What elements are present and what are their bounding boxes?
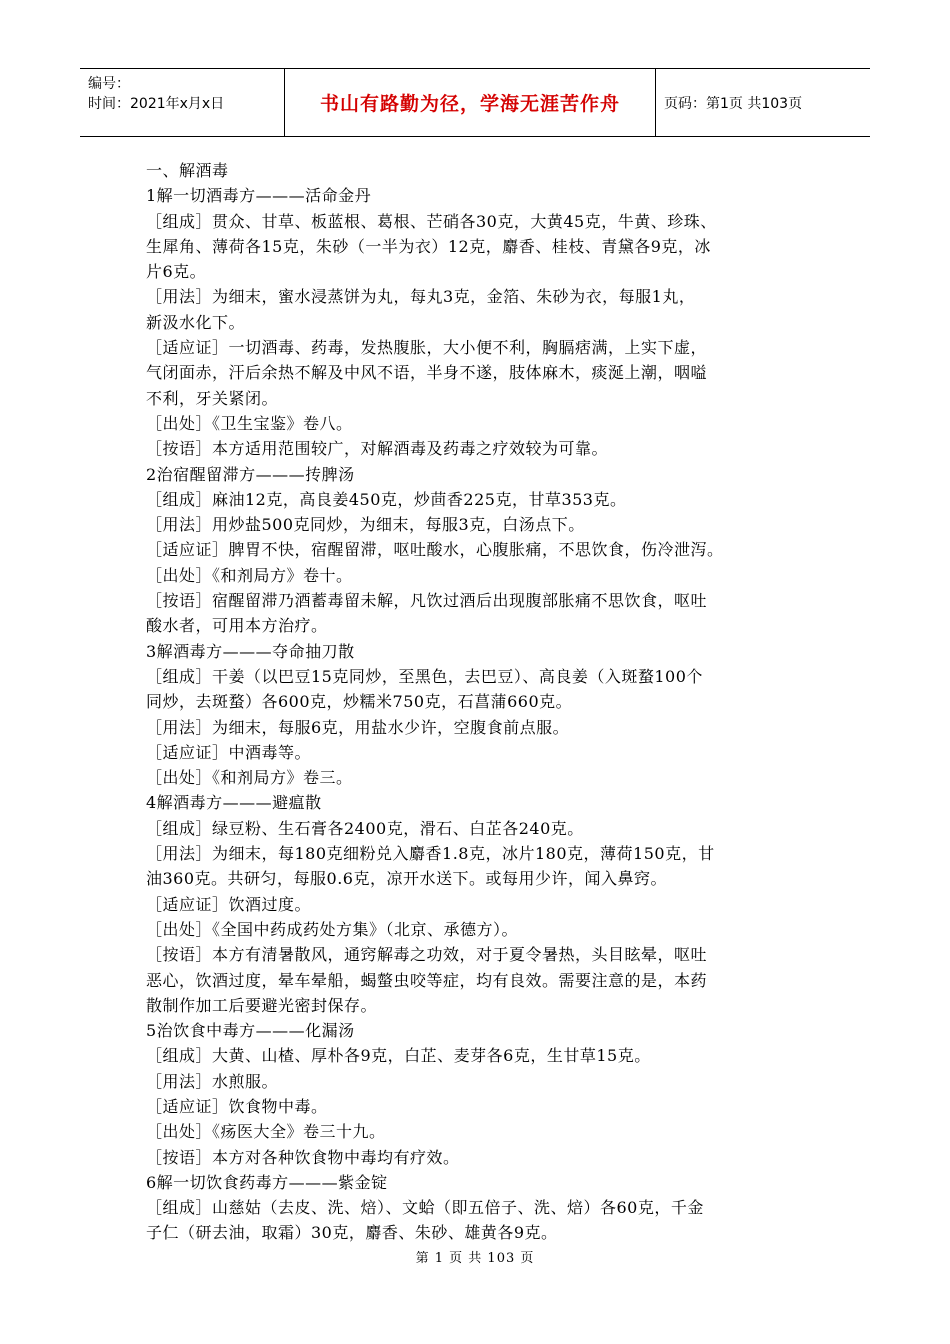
text-line: ［出处］《卫生宝鉴》卷八。 — [146, 413, 353, 433]
text-line: ［适应证］脾胃不快，宿醒留滞，呕吐酸水，心腹胀痛，不思饮食，伤冷泄泻。 — [146, 540, 724, 560]
text-line: ［用法］用炒盐500克同炒，为细末，每服3克，白汤点下。 — [146, 515, 585, 535]
text-line: ［按语］本方适用范围较广，对解酒毒及药毒之疗效较为可靠。 — [146, 439, 609, 459]
text-line: 酸水者，可用本方治疗。 — [146, 616, 328, 636]
text-line: 子仁（研去油，取霜）30克，麝香、朱砂、雄黄各9克。 — [146, 1223, 558, 1243]
text-line: ［组成］贯众、甘草、板蓝根、葛根、芒硝各30克，大黄45克，牛黄、珍珠、 — [146, 211, 717, 231]
text-line: 新汲水化下。 — [146, 312, 246, 332]
document-date: 时间：2021年x月x日 — [88, 96, 225, 112]
header-motto-cell — [285, 69, 656, 136]
header-page-info: 页码：第1页 共103页 — [664, 95, 803, 112]
text-line: ［用法］水煎服。 — [146, 1071, 279, 1091]
text-line: 油360克。共研匀，每服0.6克，凉开水送下。或每用少许，闻入鼻窍。 — [146, 869, 667, 889]
text-line: 恶心，饮酒过度，晕车晕船，蝎螫虫咬等症，均有良效。需要注意的是，本药 — [146, 970, 708, 990]
text-line: ［适应证］饮酒过度。 — [146, 894, 312, 914]
header-motto: 书山有路勤为径，学海无涯苦作舟 — [319, 93, 620, 115]
text-line: ［出处］《和剂局方》卷十。 — [146, 565, 353, 585]
text-line: ［组成］大黄、山楂、厚朴各9克，白芷、麦芽各6克，生甘草15克。 — [146, 1046, 651, 1066]
text-line: ［按语］本方对各种饮食物中毒均有疗效。 — [146, 1147, 460, 1167]
text-line: ［按语］宿醒留滞乃酒蓄毒留未解，凡饮过酒后出现腹部胀痛不思饮食，呕吐 — [146, 591, 708, 611]
text-line: 1解一切酒毒方———活命金丹 — [146, 186, 372, 206]
text-line: ［用法］为细末，每服6克，用盐水少许，空腹食前点服。 — [146, 717, 570, 737]
document-number-label: 编号： — [88, 76, 130, 92]
text-line: 6解一切饮食药毒方———紫金锭 — [146, 1172, 388, 1192]
text-line: ［用法］为细末，每180克细粉兑入麝香1.8克，冰片180克，薄荷150克，甘 — [146, 844, 715, 864]
page-footer: 第 1 页 共 103 页 — [415, 1251, 535, 1266]
text-line: ［出处］《疡医大全》卷三十九。 — [146, 1122, 386, 1142]
text-line: 同炒，去斑蝥）各600克，炒糯米750克，石菖蒲660克。 — [146, 692, 573, 712]
text-line: 3解酒毒方———夺命抽刀散 — [146, 641, 355, 661]
text-line: 散制作加工后要避光密封保存。 — [146, 995, 378, 1015]
text-line: 5治饮食中毒方———化漏汤 — [146, 1021, 355, 1041]
text-line: 生犀角、薄荷各15克，朱砂（一半为衣）12克，麝香、桂枝、青黛各9克，冰 — [146, 236, 711, 256]
text-line: 气闭面赤，汗后余热不解及中风不语，半身不遂，肢体麻木，痰涎上潮，咽嗌 — [146, 363, 708, 383]
text-line: ［出处］《和剂局方》卷三。 — [146, 768, 353, 788]
text-line: ［组成］干姜（以巴豆15克同炒，至黑色，去巴豆）、高良姜（入斑蝥100个 — [146, 666, 703, 686]
text-line: 4解酒毒方———避瘟散 — [146, 793, 322, 813]
document-body — [146, 158, 818, 1246]
text-line: ［适应证］中酒毒等。 — [146, 742, 312, 762]
text-line: ［按语］本方有清暑散风，通窍解毒之功效，对于夏令暑热，头目眩晕，呕吐 — [146, 945, 708, 965]
text-line: 2治宿醒留滞方———抟脾汤 — [146, 464, 355, 484]
text-line: ［适应证］一切酒毒、药毒，发热腹胀，大小便不利，胸膈痞满，上实下虚， — [146, 338, 708, 358]
text-line: ［组成］山慈姑（去皮、洗、焙）、文蛤（即五倍子、洗、焙）各60克，千金 — [146, 1198, 704, 1218]
page-header — [80, 68, 870, 137]
text-line: ［出处］《全国中药成药处方集》（北京、承德方）。 — [146, 919, 519, 939]
text-line: 不利，牙关紧闭。 — [146, 388, 279, 408]
text-line: 片6克。 — [146, 262, 207, 282]
text-line: ［组成］绿豆粉、生石膏各2400克，滑石、白芷各240克。 — [146, 818, 584, 838]
text-line: 一、解酒毒 — [146, 161, 229, 180]
header-meta-cell — [80, 69, 285, 136]
text-line: ［适应证］饮食物中毒。 — [146, 1096, 328, 1116]
header-page-cell — [656, 69, 870, 136]
text-line: ［组成］麻油12克，高良姜450克，炒茴香225克，甘草353克。 — [146, 489, 627, 509]
text-line: ［用法］为细末，蜜水浸蒸饼为丸，每丸3克，金箔、朱砂为衣，每服1丸， — [146, 287, 696, 307]
